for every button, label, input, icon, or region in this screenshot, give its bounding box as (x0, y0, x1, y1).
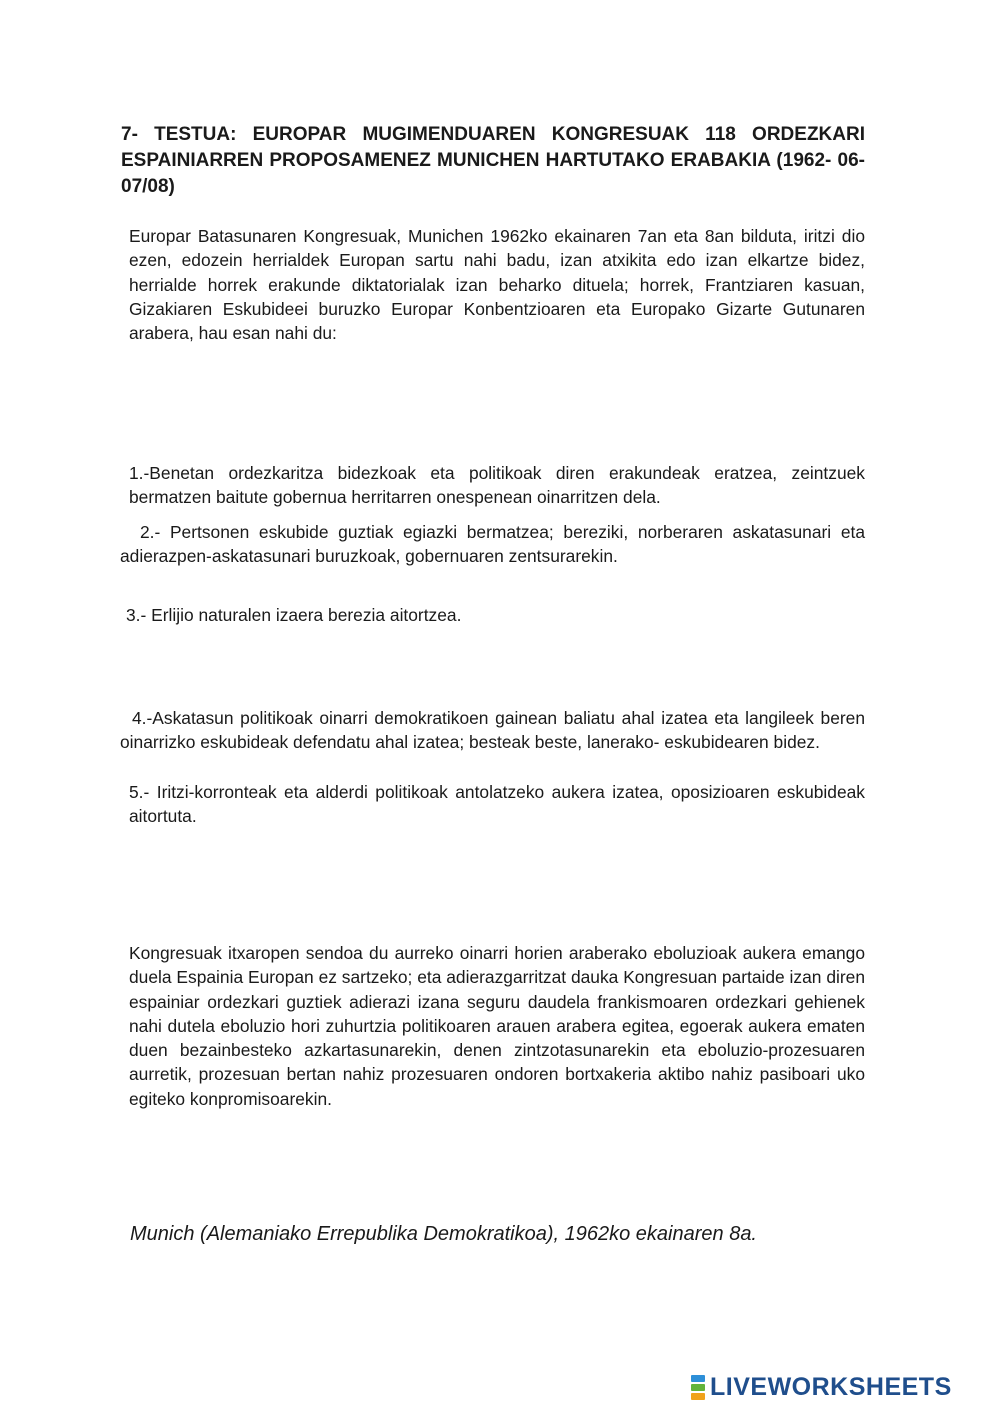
logo-text: LIVEWORKSHEETS (710, 1373, 952, 1401)
conclusion-paragraph: Kongresuak itxaropen sendoa du aurreko oinarri horien araberako eboluzioak aukera emango duela Espainia Europan ez sartzeko; eta adierazgarritzat dauka Kongresuan partaide izan diren espainiar ordezkari guztiek adierazi izana seguru daudela frankismoaren ordezkari gehienek nahi dutela eboluzio hori zuhurtzia politikoaren arauen arabera egitea, egoerak aukera ematen duen bezainbesteko azkartasunarekin, denen zintzotasunarekin eta eboluzio-prozesuaren aurretik, prozesuan bertan nahiz prozesuaren ondoren bortxakeria aktibo nahiz pasiboari uko egiteko konpromisoarekin. (129, 943, 865, 1109)
list-item-4: 4.-Askatasun politikoak oinarri demokratikoen gainean baliatu ahal izatea eta langileek beren oinarrizko eskubideak defendatu ahal izatea; besteak beste, lanerako- eskubidearen bidez. (120, 708, 865, 753)
list-item-5: 5.- Iritzi-korronteak eta alderdi politikoak antolatzeko aukera izatea, oposizioaren eskubideak aitortuta. (129, 782, 865, 827)
intro-paragraph: Europar Batasunaren Kongresuak, Munichen 1962ko ekainaren 7an eta 8an bilduta, iritzi dio ezen, edozein herrialdek Europan sartu nahi badu, izan atxikita edo izan elkartze bidez, herrialde horrek erakunde diktatorialak izan beharko dituela; horrek, Frantziaren kasuan, Gizakiaren Eskubideei buruzko Europar Konbentzioaren eta Europako Gizarte Gutunaren arabera, hau esan nahi du: (129, 226, 865, 344)
list-item-2: 2.- Pertsonen eskubide guztiak egiazki bermatzea; bereziki, norberaren askatasunari eta adierazpen-askatasunari buruzkoak, gobernuaren zentsurarekin. (120, 522, 865, 567)
list-item-1: 1.-Benetan ordezkaritza bidezkoak eta politikoak diren erakundeak eratzea, zeintzuek bermatzen baitute gobernua herritarren onespenean oinarritzen dela. (129, 463, 865, 508)
liveworksheets-logo[interactable] (691, 1373, 952, 1401)
logo-mark-icon (691, 1375, 705, 1400)
signature-line: Munich (Alemaniako Errepublika Demokratikoa), 1962ko ekainaren 8a. (130, 1223, 757, 1245)
document-title: 7- TESTUA: EUROPAR MUGIMENDUAREN KONGRESUAK 118 ORDEZKARI ESPAINIARREN PROPOSAMENEZ MUNICHEN HARTUTAKO ERABAKIA (1962- 06-07/08) (121, 124, 865, 197)
list-item-3: 3.- Erlijio naturalen izaera berezia aitortzea. (126, 605, 462, 625)
